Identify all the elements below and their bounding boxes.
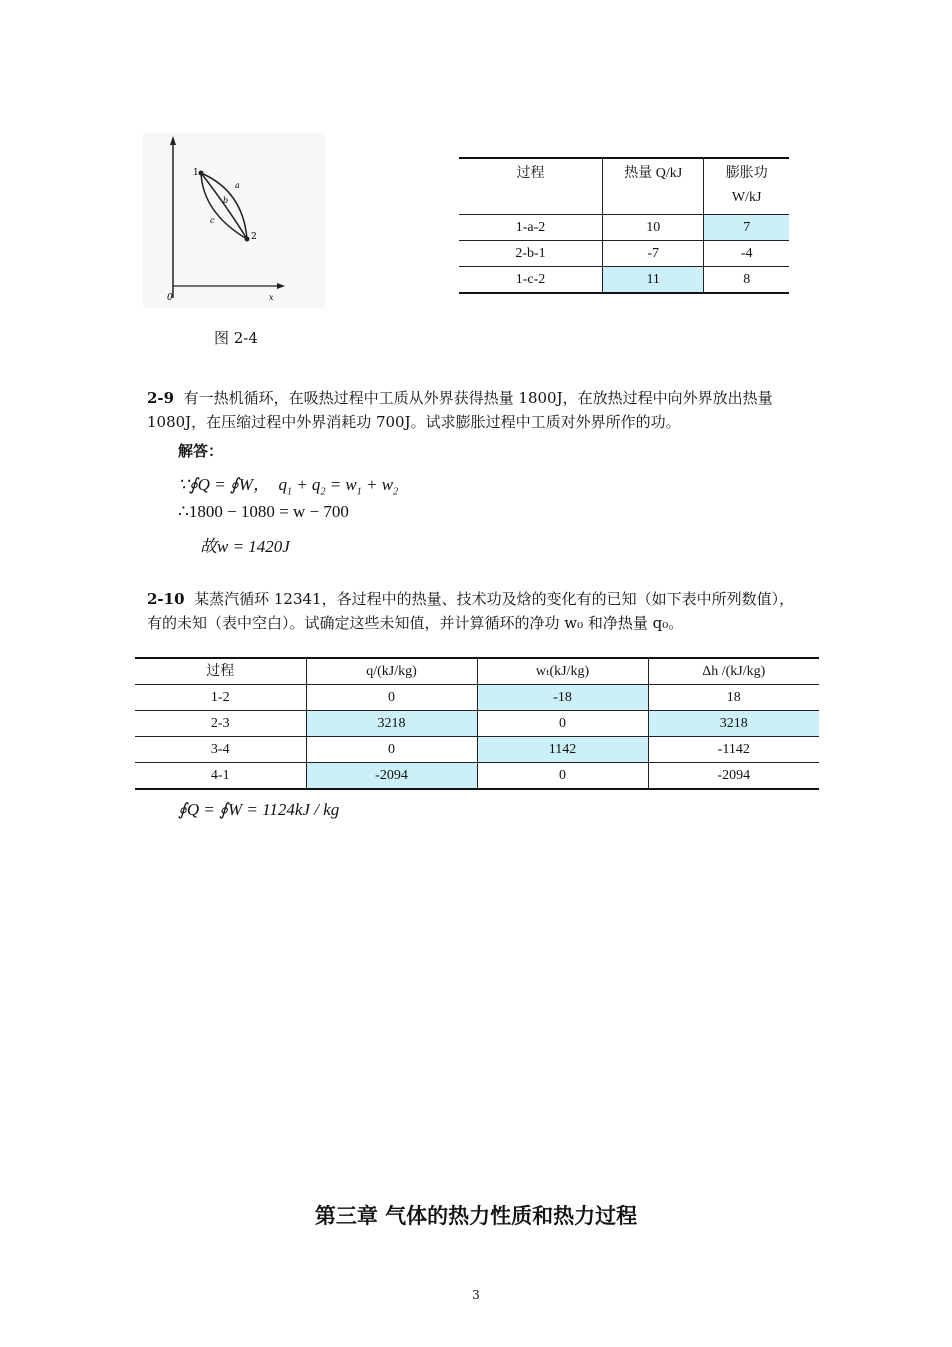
cell: 3-4 <box>135 737 306 763</box>
cell-highlight: -18 <box>477 685 648 711</box>
label-x: x <box>269 293 274 302</box>
cell-highlight: 3218 <box>306 711 477 737</box>
label-a: a <box>235 181 240 190</box>
cycle-table <box>459 157 789 294</box>
cell: 0 <box>477 763 648 790</box>
problem-number: 2-9 <box>147 389 175 407</box>
cell: 2-3 <box>135 711 306 737</box>
label-b: b <box>223 196 229 205</box>
equation-3: 故w = 1420J <box>200 537 290 556</box>
cell-highlight: 11 <box>602 267 703 294</box>
path-b <box>201 173 247 239</box>
equation-1: ∵∮Q = ∮W， $q_1 + q_2 = w_1 + w_2$ <box>178 475 399 498</box>
problem-2-10 <box>147 587 857 635</box>
cell: 8 <box>704 267 789 294</box>
cell: -7 <box>602 241 703 267</box>
cell: -4 <box>704 241 789 267</box>
cell: 0 <box>306 737 477 763</box>
point-1 <box>199 171 204 176</box>
cell: 1-c-2 <box>459 267 602 294</box>
cycle-diagram <box>143 133 325 308</box>
cell: 2-b-1 <box>459 241 602 267</box>
cell: 0 <box>477 711 648 737</box>
label-1: 1 <box>193 168 199 178</box>
cell-highlight: 1142 <box>477 737 648 763</box>
cell-highlight: 7 <box>704 215 789 241</box>
cell-highlight: 3218 <box>648 711 819 737</box>
header-heat: 热量 Q/kJ <box>602 158 703 215</box>
cell: 18 <box>648 685 819 711</box>
equation-2: ∴1800 − 1080 = w − 700 <box>178 502 349 521</box>
page-number: 3 <box>472 1288 480 1302</box>
point-2 <box>245 237 250 242</box>
header-wt: wₜ(kJ/kg) <box>477 658 648 685</box>
label-2: 2 <box>251 232 257 242</box>
problem-number: 2-10 <box>147 590 185 608</box>
cell: -2094 <box>648 763 819 790</box>
answer-label: 解答： <box>178 442 224 460</box>
label-c: c <box>210 216 215 225</box>
x-axis-arrow <box>277 283 285 289</box>
cell: 1-2 <box>135 685 306 711</box>
figure-2-4 <box>143 133 325 308</box>
steam-cycle-table <box>135 657 819 790</box>
header-q: q/(kJ/kg) <box>306 658 477 685</box>
header-process: 过程 <box>135 658 306 685</box>
problem-text: 有一热机循环，在吸热过程中工质从外界获得热量 1800J，在放热过程中向外界放出热量 <box>183 389 773 407</box>
cell: 4-1 <box>135 763 306 790</box>
chapter-title: 第三章 气体的热力性质和热力过程 <box>314 1203 638 1228</box>
cell: 10 <box>602 215 703 241</box>
header-work: 膨胀功 W/kJ <box>704 158 789 215</box>
problem-text: 有的未知（表中空白）。试确定这些未知值，并计算循环的净功 w₀ 和净热量 q₀。 <box>147 614 684 632</box>
problem-text: 1080J，在压缩过程中外界消耗功 700J。试求膨胀过程中工质对外界所作的功。 <box>147 413 681 431</box>
cell-highlight: -2094 <box>306 763 477 790</box>
figure-caption: 图 2-4 <box>214 329 258 347</box>
header-process: 过程 <box>459 158 602 215</box>
problem-text: 某蒸汽循环 12341，各过程中的热量、技术功及焓的变化有的已知（如下表中所列数值）， <box>194 590 795 608</box>
header-dh: Δh /(kJ/kg) <box>648 658 819 685</box>
problem-2-9 <box>147 386 857 434</box>
cell: -1142 <box>648 737 819 763</box>
equation-final: ∮Q = ∮W = 1124kJ / kg <box>178 800 340 819</box>
y-axis-arrow <box>170 136 176 145</box>
label-origin: 0 <box>167 293 173 303</box>
cell: 1-a-2 <box>459 215 602 241</box>
cell: 0 <box>306 685 477 711</box>
